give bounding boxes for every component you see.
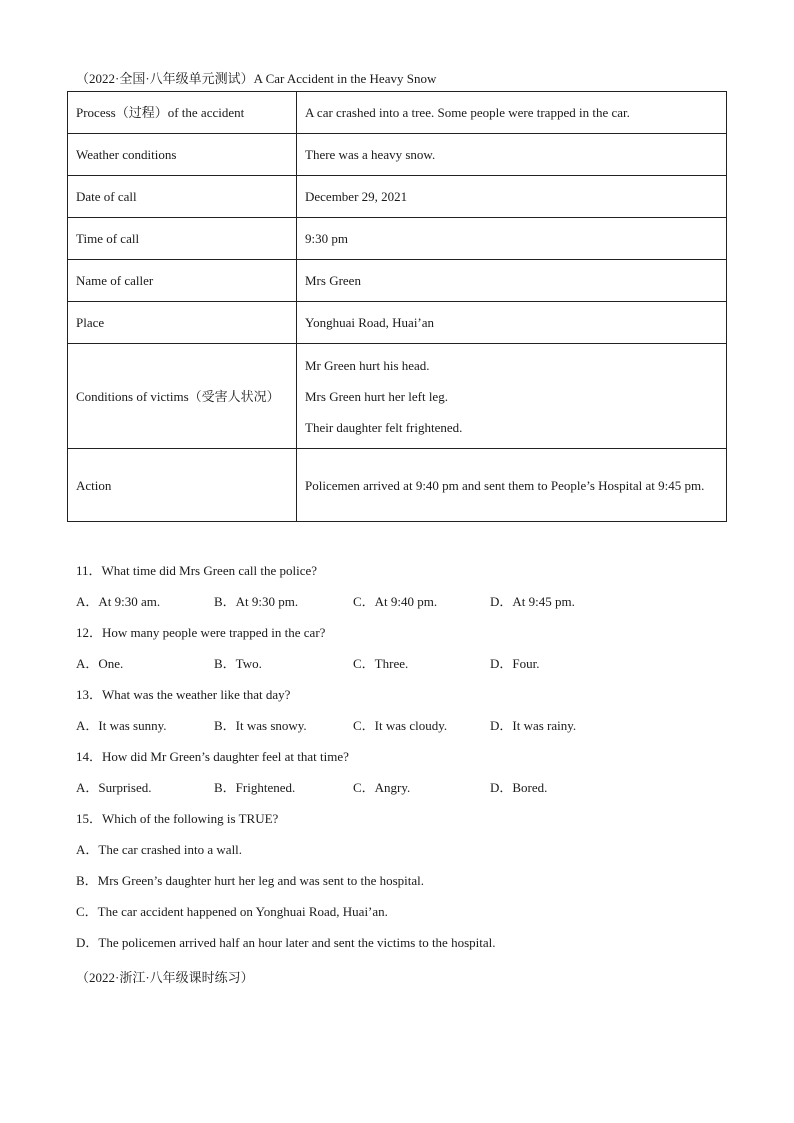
- table-row: [68, 218, 727, 260]
- question-stem: 12．How many people were trapped in the car?: [76, 625, 326, 640]
- next-section-source: （2022·浙江·八年级课时练习）: [76, 970, 254, 985]
- row-value: There was a heavy snow.: [297, 134, 727, 176]
- table-row: [68, 134, 727, 176]
- accident-report-table: [67, 91, 727, 522]
- row-value: Yonghuai Road, Huai’an: [297, 302, 727, 344]
- option-a: A．It was sunny.: [76, 718, 167, 733]
- row-value: December 29, 2021: [297, 176, 727, 218]
- option-row: [76, 715, 736, 746]
- row-label: Weather conditions: [68, 134, 297, 176]
- question-11: [76, 560, 736, 622]
- row-label: Place: [68, 302, 297, 344]
- question-stem: 13．What was the weather like that day?: [76, 687, 291, 702]
- victims-conditions: [297, 344, 727, 449]
- option-c: C．Angry.: [353, 780, 411, 795]
- row-label: Conditions of victims（受害人状况）: [68, 344, 297, 449]
- option-c: C．It was cloudy.: [353, 718, 448, 733]
- row-value: A car crashed into a tree. Some people were trapped in the car.: [297, 92, 727, 134]
- question-14: [76, 746, 736, 808]
- row-label: Date of call: [68, 176, 297, 218]
- option-a: A．At 9:30 am.: [76, 594, 161, 609]
- option-row: [76, 777, 736, 808]
- option-b: B．Frightened.: [214, 780, 296, 795]
- table-row: [68, 92, 727, 134]
- row-label: Action: [68, 449, 297, 522]
- option-row: [76, 653, 736, 684]
- question-stem: 14．How did Mr Green’s daughter feel at that time?: [76, 749, 349, 764]
- option-b: B．Two.: [214, 656, 262, 671]
- question-stem: 15．Which of the following is TRUE?: [76, 811, 279, 826]
- option-b: B．Mrs Green’s daughter hurt her leg and was sent to the hospital.: [76, 873, 425, 888]
- option-d: D．The policemen arrived half an hour later and sent the victims to the hospital.: [76, 935, 496, 950]
- victim-line: Their daughter felt frightened.: [305, 419, 463, 435]
- option-b: B．At 9:30 pm.: [214, 594, 299, 609]
- option-c: C．At 9:40 pm.: [353, 594, 438, 609]
- victim-line: Mr Green hurt his head.: [305, 357, 430, 373]
- row-value: 9:30 pm: [297, 218, 727, 260]
- victim-line: Mrs Green hurt her left leg.: [305, 388, 448, 404]
- table-row: [68, 176, 727, 218]
- question-13: [76, 684, 736, 746]
- option-a: A．Surprised.: [76, 780, 152, 795]
- option-d: D．At 9:45 pm.: [490, 594, 575, 609]
- row-label: Process（过程）of the accident: [68, 92, 297, 134]
- option-a: A．One.: [76, 656, 124, 671]
- option-c: C．The car accident happened on Yonghuai Road, Huai’an.: [76, 904, 388, 919]
- question-12: [76, 622, 736, 684]
- row-label: Name of caller: [68, 260, 297, 302]
- question-stem: 11．What time did Mrs Green call the police?: [76, 563, 318, 578]
- table-row: [68, 302, 727, 344]
- option-c: C．Three.: [353, 656, 409, 671]
- option-d: D．It was rainy.: [490, 718, 577, 733]
- question-list: [76, 560, 736, 963]
- passage-title: （2022·全国·八年级单元测试）A Car Accident in the Heavy Snow: [76, 71, 437, 86]
- table-row-victims: [68, 344, 727, 449]
- row-label: Time of call: [68, 218, 297, 260]
- row-value: Mrs Green: [297, 260, 727, 302]
- option-a: A．The car crashed into a wall.: [76, 842, 243, 857]
- option-row: [76, 591, 736, 622]
- option-b: B．It was snowy.: [214, 718, 307, 733]
- option-d: D．Four.: [490, 656, 540, 671]
- question-15: [76, 808, 736, 963]
- row-value: Policemen arrived at 9:40 pm and sent them to People’s Hospital at 9:45 pm.: [297, 449, 727, 522]
- table-row: [68, 260, 727, 302]
- table-row-action: [68, 449, 727, 522]
- option-d: D．Bored.: [490, 780, 548, 795]
